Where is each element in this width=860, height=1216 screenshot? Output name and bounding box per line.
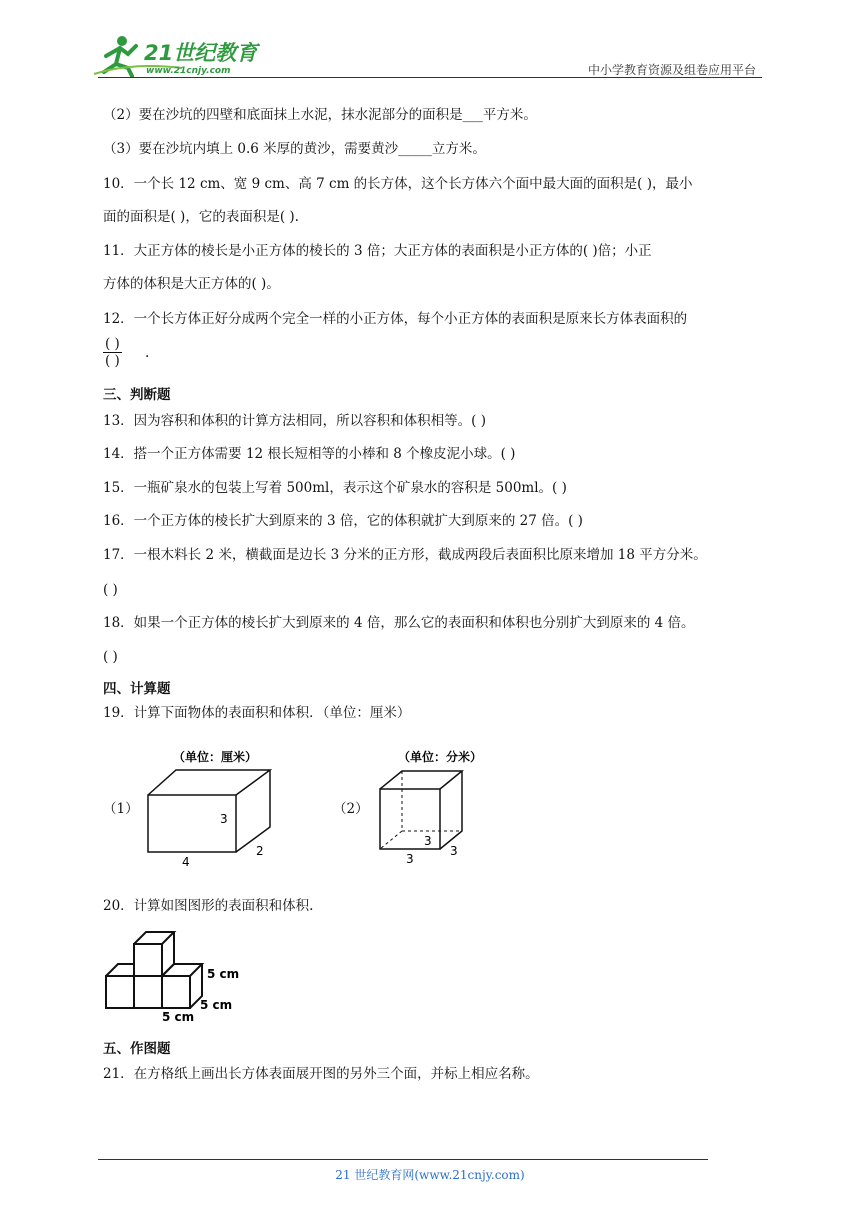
logo-sub-text: www.21cnjy.com <box>146 66 231 76</box>
fig1-height: 3 <box>220 812 228 826</box>
q12-line1: 12．一个长方体正好分成两个完全一样的小正方体，每个小正方体的表面积是原来长方体表面积的 <box>103 311 688 327</box>
q14: 14．搭一个正方体需要 12 根长短相等的小棒和 8 个橡皮泥小球。( ) <box>103 446 516 462</box>
q17-line2: ( ) <box>103 582 118 598</box>
section-3-title: 三、判断题 <box>103 387 171 403</box>
q12-period: . <box>145 345 150 361</box>
q11-line1: 11．大正方体的棱长是小正方体的棱长的 3 倍；大正方体的表面积是小正方体的( )倍；小正 <box>103 243 652 259</box>
cube-figure-2 <box>370 745 505 870</box>
q10-line2: 面的面积是( )，它的表面积是( ). <box>103 209 299 225</box>
fig2-length: 3 <box>406 852 414 866</box>
section-4-title: 四、计算题 <box>103 681 171 697</box>
fig1-length: 4 <box>182 855 190 869</box>
q18-line1: 18．如果一个正方体的棱长扩大到原来的 4 倍，那么它的表面积和体积也分别扩大到原来的 4 倍。 <box>103 615 695 631</box>
section-5-title: 五、作图题 <box>103 1041 171 1057</box>
footer-text: 21 世纪教育网(www.21cnjy.com) <box>335 1168 525 1182</box>
q13: 13．因为容积和体积的计算方法相同，所以容积和体积相等。( ) <box>103 413 487 429</box>
stacked-cubes-figure <box>100 928 260 1023</box>
fig2-width: 3 <box>424 834 432 848</box>
q9-part2: （2）要在沙坑的四壁和底面抹上水泥，抹水泥部分的面积是___平方米。 <box>103 107 537 123</box>
fig1-unit: （单位：厘米） <box>173 750 258 764</box>
q21: 21．在方格纸上画出长方体表面展开图的另外三个面，并标上相应名称。 <box>103 1066 539 1082</box>
fig1-width: 2 <box>256 844 264 858</box>
fraction-denominator: ( ) <box>105 353 120 369</box>
q17-line1: 17．一根木料长 2 米，横截面是边长 3 分米的正方形，截成两段后表面积比原来增加 18 平方分米。 <box>103 547 707 563</box>
fig3-edge-height: 5 cm <box>207 967 240 981</box>
fraction-numerator: ( ) <box>105 336 120 352</box>
fig2-unit: （单位：分米） <box>398 750 483 764</box>
fig2-label: （2） <box>333 801 369 817</box>
q12-fraction <box>103 336 122 369</box>
q15: 15．一瓶矿泉水的包装上写着 500ml，表示这个矿泉水的容积是 500ml。( ) <box>103 480 567 496</box>
header-platform-text: 中小学教育资源及组卷应用平台 <box>587 63 756 77</box>
q19: 19．计算下面物体的表面积和体积．（单位：厘米） <box>103 705 411 721</box>
q20: 20．计算如图图形的表面积和体积. <box>103 898 314 914</box>
footer-divider <box>98 1159 708 1160</box>
q10-line1: 10．一个长 12 cm、宽 9 cm、高 7 cm 的长方体，这个长方体六个面中最大面的面积是( )，最小 <box>103 176 693 192</box>
fig3-edge-width: 5 cm <box>162 1010 195 1023</box>
site-logo <box>92 32 262 78</box>
cuboid-figure-1 <box>140 745 285 870</box>
fig3-edge-depth: 5 cm <box>200 998 233 1012</box>
fig1-label: （1） <box>103 801 139 817</box>
q18-line2: ( ) <box>103 649 118 665</box>
q16: 16．一个正方体的棱长扩大到原来的 3 倍，它的体积就扩大到原来的 27 倍。( ) <box>103 513 583 529</box>
fig2-height: 3 <box>450 844 458 858</box>
logo-main-text: 21世纪教育 <box>144 41 258 65</box>
q11-line2: 方体的体积是大正方体的( )。 <box>103 276 280 292</box>
header-divider <box>98 77 762 78</box>
q9-part3: （3）要在沙坑内填上 0.6 米厚的黄沙，需要黄沙_____立方米。 <box>103 141 486 157</box>
